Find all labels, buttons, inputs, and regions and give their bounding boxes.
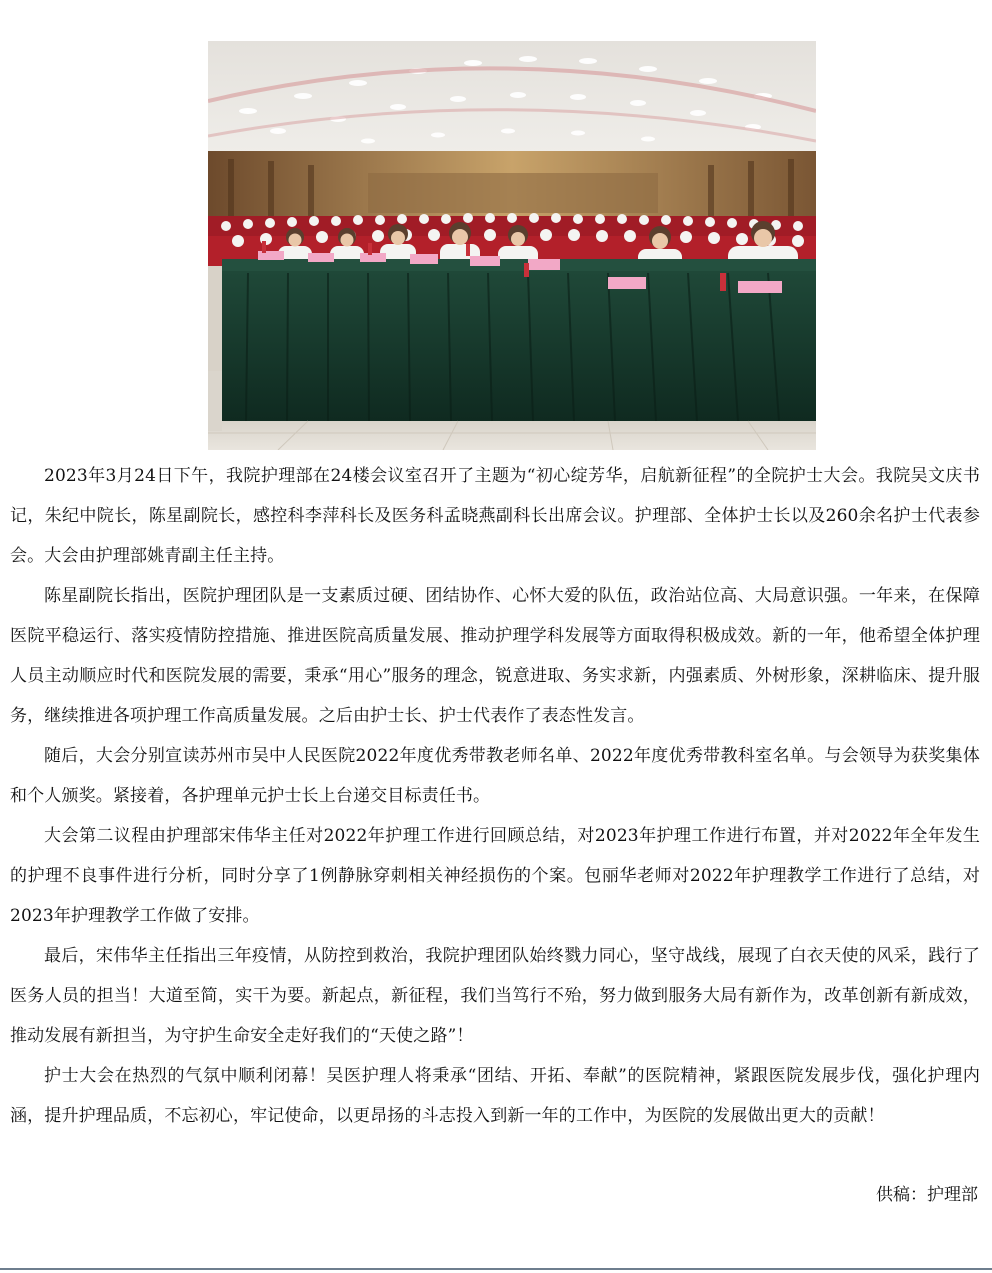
article-paragraph: 陈星副院长指出，医院护理团队是一支素质过硬、团结协作、心怀大爱的队伍，政治站位高、大局意识强。一年来，在保障医院平稳运行、落实疫情防控措施、推进医院高质量发展、推动护理学科发展等方面取得积极成效。新的一年，他希望全体护理人员主动顺应时代和医院发展的需要，秉承“用心”服务的理念，锐意进取、务实求新，内强素质、外树形象，深耕临床、提升服务，继续推进各项护理工作高质量发展。之后由护士长、护士代表作了表态性发言。 bbox=[10, 586, 980, 726]
article-body bbox=[10, 456, 980, 1136]
article-signature: 供稿：护理部 bbox=[876, 1185, 978, 1205]
article-paragraph: 最后，宋伟华主任指出三年疫情，从防控到救治，我院护理团队始终戮力同心，坚守战线，展现了白衣天使的风采，践行了医务人员的担当！大道至简，实干为要。新起点，新征程，我们当笃行不殆，努力做到服务大局有新作为，改革创新有新成效，推动发展有新担当，为守护生命安全走好我们的“天使之路”！ bbox=[10, 946, 980, 1046]
head-table bbox=[222, 259, 816, 421]
bottom-divider bbox=[0, 1268, 992, 1270]
article-paragraph: 2023年3月24日下午，我院护理部在24楼会议室召开了主题为“初心绽芳华，启航新征程”的全院护士大会。我院吴文庆书记，朱纪中院长，陈星副院长，感控科李萍科长及医务科孟晓燕副科长出席会议。护理部、全体护士长以及260余名护士代表参会。大会由护理部姚青副主任主持。 bbox=[10, 466, 980, 566]
meeting-photo-illustration bbox=[208, 41, 816, 450]
article-paragraph: 随后，大会分别宣读苏州市吴中人民医院2022年度优秀带教老师名单、2022年度优秀带教科室名单。与会领导为获奖集体和个人颁奖。紧接着，各护理单元护士长上台递交目标责任书。 bbox=[10, 746, 980, 806]
meeting-photo bbox=[208, 41, 816, 450]
article-paragraph: 大会第二议程由护理部宋伟华主任对2022年护理工作进行回顾总结，对2023年护理工作进行布置，并对2022年全年发生的护理不良事件进行分析，同时分享了1例静脉穿刺相关神经损伤的个案。包丽华老师对2022年护理教学工作进行了总结，对2023年护理教学工作做了安排。 bbox=[10, 826, 980, 926]
article-paragraph: 护士大会在热烈的气氛中顺利闭幕！吴医护理人将秉承“团结、开拓、奉献”的医院精神，紧跟医院发展步伐，强化护理内涵，提升护理品质，不忘初心，牢记使命，以更昂扬的斗志投入到新一年的工作中，为医院的发展做出更大的贡献！ bbox=[10, 1066, 980, 1126]
